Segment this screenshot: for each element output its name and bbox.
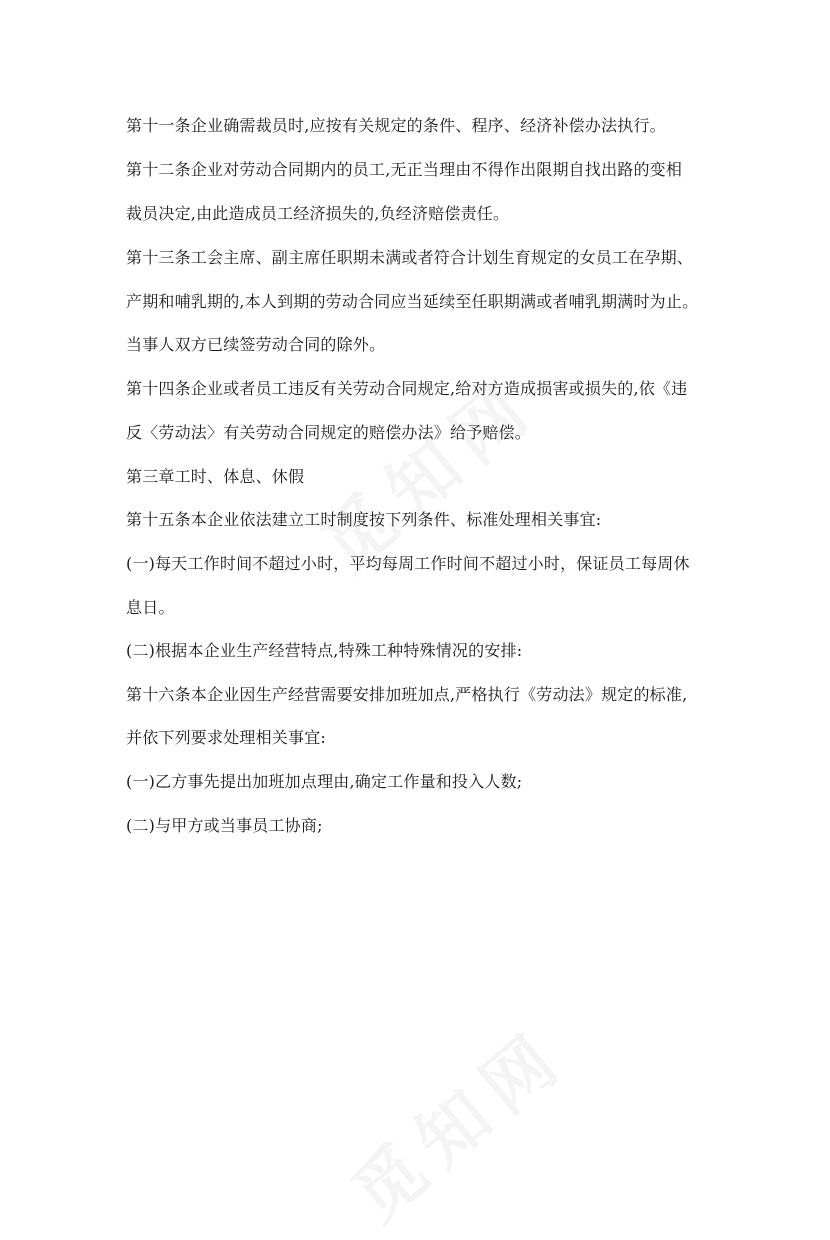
text-line: 产期和哺乳期的,本人到期的劳动合同应当延续至任职期满或者哺乳期满时为止。 — [126, 292, 699, 311]
text-line: (一)乙方事先提出加班加点理由,确定工作量和投入人数; — [126, 772, 523, 791]
watermark — [327, 1001, 585, 1240]
text-line: (一)每天工作时间不超过小时，平均每周工作时间不超过小时，保证员工每周休 — [126, 554, 690, 573]
text-line: 当事人双方已续签劳动合同的除外。 — [126, 335, 386, 354]
text-line: 并依下列要求处理相关事宜: — [126, 728, 326, 747]
text-line: 第十二条企业对劳动合同期内的员工,无正当理由不得作出限期自找出路的变相 — [126, 160, 683, 179]
text-line: 第十三条工会主席、副主席任职期未满或者符合计划生育规定的女员工在孕期、 — [126, 248, 694, 267]
text-line: 息日。 — [126, 598, 175, 617]
text-line: 第十一条企业确需裁员时,应按有关规定的条件、程序、经济补偿办法执行。 — [126, 116, 666, 135]
text-line: 第十四条企业或者员工违反有关劳动合同规定,给对方造成损害或损失的,依《违 — [126, 379, 688, 398]
text-line: 反〈劳动法〉有关劳动合同规定的赔偿办法》给予赔偿。 — [126, 423, 532, 442]
text-line: 第三章工时、体息、休假 — [126, 467, 305, 486]
text-line: (二)根据本企业生产经营特点,特殊工种特殊情况的安排: — [126, 641, 523, 660]
text-line: 第十五条本企业依法建立工时制度按下列条件、标准处理相关事宜: — [126, 510, 602, 529]
text-line: (二)与甲方或当事员工协商; — [126, 816, 323, 835]
text-line: 第十六条本企业因生产经营需要安排加班加点,严格执行《劳动法》规定的标准, — [126, 685, 688, 704]
text-line: 裁员决定,由此造成员工经济损失的,负经济赔偿责任。 — [126, 204, 510, 223]
